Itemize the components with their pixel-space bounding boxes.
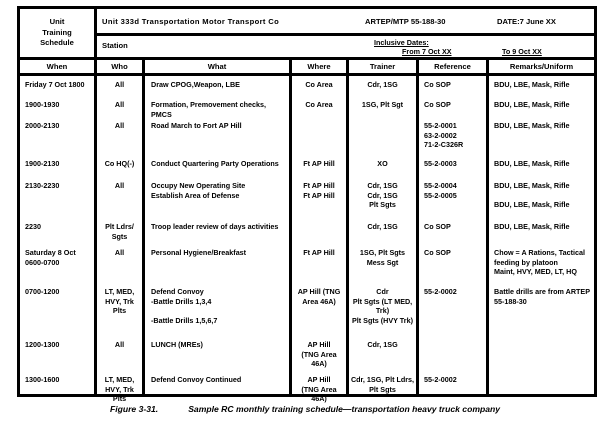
cell-line: Cdr, 1SG [367, 190, 398, 200]
cell-reference [424, 222, 484, 232]
cell-line: BDU, LBE, Mask, Rifle [494, 80, 570, 89]
cell-remarks [494, 181, 592, 210]
cell-line: All [114, 100, 125, 109]
cell-line: Cdr, 1SG [367, 80, 398, 89]
cell-where [292, 181, 346, 200]
cell-line: AP Hill [307, 375, 331, 384]
cell-line: 55-2-0005 [424, 190, 457, 200]
cell-line: Cdr, 1SG [367, 340, 398, 349]
cell-who [97, 100, 142, 110]
column-what [145, 76, 292, 397]
cell-line: Ft AP Hill [303, 159, 335, 168]
cell-line: Maint, HVY, MED, LT, HQ [494, 267, 577, 277]
cell-line: Cdr, 1SG [367, 222, 398, 231]
cell-trainer [349, 100, 416, 110]
cell-what [151, 121, 287, 131]
cell-when [25, 248, 92, 267]
cell-when [25, 121, 92, 131]
cell-line: All [114, 121, 125, 130]
column-trainer [349, 76, 419, 397]
cell-who [97, 287, 142, 316]
cell-line: LUNCH (MREs) [151, 340, 203, 349]
column-header-where: Where [292, 60, 349, 73]
cell-when [25, 100, 92, 110]
cell-line: BDU, LBE, Mask, Rifle [494, 222, 570, 231]
column-header-when: When [20, 60, 97, 73]
cell-remarks [494, 121, 592, 131]
cell-line: Co SOP [424, 222, 451, 231]
cell-what [151, 248, 287, 258]
cell-line: 1900-2130 [25, 159, 60, 168]
cell-where [292, 100, 346, 110]
column-remarks [489, 76, 594, 397]
cell-where [292, 80, 346, 90]
cell-when [25, 375, 92, 385]
cell-line: Formation, Premovement checks, PMCS [151, 100, 267, 119]
cell-line: 55-2-0001 [424, 121, 457, 130]
cell-line: BDU, LBE, Mask, Rifle [494, 200, 570, 210]
cell-trainer [349, 287, 416, 325]
column-header-what: What [145, 60, 292, 73]
cell-line: Ft AP Hill [303, 248, 335, 257]
cell-line: -Battle Drills 1,3,4 [151, 296, 212, 306]
cell-line: Chow = A Rations, Tactical [494, 248, 585, 257]
cell-line: Ft AP Hill [303, 181, 335, 190]
cell-line: Co Area [305, 100, 333, 109]
cell-trainer [349, 222, 416, 232]
form-header-fields [97, 9, 594, 57]
column-header-trainer: Trainer [349, 60, 419, 73]
form-title-line-2: Training [42, 27, 72, 37]
cell-line: Defend Convoy Continued [151, 375, 242, 384]
cell-line: 1300-1600 [25, 375, 60, 384]
cell-line: Saturday 8 Oct [25, 248, 76, 257]
table-column-headers [20, 60, 594, 76]
cell-line: BDU, LBE, Mask, Rifle [494, 100, 570, 109]
form-title-line-1: Unit [49, 16, 65, 26]
cell-line: All [114, 340, 125, 349]
cell-line: Personal Hygiene/Breakfast [151, 248, 247, 257]
cell-line: AP Hill (TNG [297, 287, 341, 296]
cell-line: Ft AP Hill [303, 190, 335, 200]
cell-trainer [349, 181, 416, 210]
cell-where [292, 375, 346, 404]
cell-line: Troop leader review of days activities [151, 222, 279, 231]
cell-line: 1900-1930 [25, 100, 60, 109]
cell-what [151, 80, 287, 90]
table-body [20, 76, 594, 404]
training-schedule-form [17, 6, 597, 404]
cell-line: 46A) [311, 359, 327, 369]
cell-line: Mess Sgt [366, 257, 399, 267]
cell-trainer [349, 80, 416, 90]
cell-line: Trk) [375, 306, 390, 316]
column-header-reference: Reference [419, 60, 489, 73]
cell-line: Co SOP [424, 100, 451, 109]
cell-line: All [114, 80, 125, 89]
form-title-block [20, 9, 97, 57]
cell-when [25, 159, 92, 169]
cell-line: BDU, LBE, Mask, Rifle [494, 181, 570, 190]
cell-line: 2130-2230 [25, 181, 60, 190]
cell-line: 2000-2130 [25, 121, 60, 130]
column-where [292, 76, 349, 404]
cell-reference [424, 248, 484, 258]
cell-line: Road March to Fort AP Hill [151, 121, 242, 130]
cell-what [151, 222, 287, 232]
cell-what [151, 375, 287, 385]
cell-who [97, 80, 142, 90]
cell-line: XO [377, 159, 388, 168]
cell-line: 55-2-0004 [424, 181, 457, 190]
cell-line: 55-2-0002 [424, 287, 457, 296]
cell-trainer [349, 340, 416, 350]
cell-line: 2230 [25, 222, 41, 231]
cell-line: Co Area [305, 80, 333, 89]
cell-line: Co SOP [424, 80, 451, 89]
cell-line: Plt Ldrs/ [105, 222, 134, 231]
cell-line: (TNG Area [301, 349, 337, 359]
cell-line: Occupy New Operating Site [151, 181, 246, 190]
cell-line: 63-2-0002 [424, 130, 457, 140]
cell-line: 0600-0700 [25, 257, 60, 267]
cell-who [97, 222, 142, 241]
cell-line: Battle drills are from ARTEP [494, 287, 590, 296]
cell-line: Establish Area of Defense [151, 190, 240, 200]
column-header-remarks: Remarks/Uniform [509, 62, 574, 71]
inclusive-date-to: To 9 Oct XX [502, 47, 542, 56]
cell-line: feeding by platoon [494, 257, 558, 267]
cell-line: Cdr, 1SG, Plt Ldrs, [350, 375, 415, 384]
cell-line: Defend Convoy [151, 287, 204, 296]
cell-line: (TNG Area [301, 384, 337, 394]
figure-caption [0, 404, 610, 414]
cell-line: Cdr, 1SG [367, 181, 398, 190]
column-reference [419, 76, 489, 397]
cell-line: -Battle Drills 1,5,6,7 [151, 315, 218, 325]
column-header-who: Who [97, 60, 145, 73]
cell-remarks [494, 287, 592, 306]
cell-reference [424, 100, 484, 110]
cell-remarks [494, 100, 592, 110]
artep-mtp-field: ARTEP/MTP 55-188-30 [365, 17, 446, 26]
figure-caption-text: Sample RC monthly training schedule—transportation heavy truck company [188, 404, 501, 414]
cell-trainer [349, 159, 416, 169]
cell-who [97, 121, 142, 131]
cell-line: All [114, 248, 125, 257]
cell-line: 55-2-0003 [424, 159, 457, 168]
cell-line: Conduct Quartering Party Operations [151, 159, 279, 168]
cell-line: Plt Sgts [369, 384, 396, 394]
cell-reference [424, 375, 484, 385]
cell-who [97, 375, 142, 404]
cell-when [25, 222, 92, 232]
cell-line: 46A) [311, 394, 327, 404]
cell-line: Cdr [376, 287, 389, 296]
cell-what [151, 159, 287, 169]
cell-what [151, 340, 287, 350]
cell-line: Plt Sgts [369, 200, 396, 210]
cell-who [97, 181, 142, 191]
cell-reference [424, 181, 484, 200]
cell-reference [424, 287, 484, 297]
cell-line: AP Hill [307, 340, 331, 349]
cell-who [97, 340, 142, 350]
cell-trainer [349, 248, 416, 267]
cell-line: Area 46A) [302, 296, 336, 306]
cell-reference [424, 159, 484, 169]
cell-line: Draw CPOG,Weapon, LBE [151, 80, 240, 89]
cell-remarks [494, 80, 592, 90]
cell-line: 0700-1200 [25, 287, 60, 296]
cell-line: Plt Sgts (HVY Trk) [352, 315, 413, 325]
column-when [20, 76, 97, 397]
cell-line: All [114, 181, 125, 190]
form-header-row-unit [97, 9, 594, 36]
cell-line: Plts [112, 394, 127, 404]
cell-where [292, 340, 346, 369]
cell-line: 55-188-30 [494, 296, 527, 306]
cell-remarks [494, 248, 592, 277]
cell-line [494, 191, 592, 201]
cell-where [292, 159, 346, 169]
cell-line: LT, MED, [104, 375, 135, 384]
cell-trainer [349, 375, 416, 394]
cell-line: Plt Sgts (LT MED, [352, 296, 413, 306]
date-field: DATE:7 June XX [497, 17, 556, 26]
cell-remarks [494, 159, 592, 169]
cell-when [25, 287, 92, 297]
cell-line: Plts [112, 306, 127, 316]
cell-who [97, 248, 142, 258]
inclusive-dates-label-text: Inclusive Dates: [374, 38, 429, 47]
inclusive-date-from: From 7 Oct XX [402, 47, 452, 56]
cell-line: BDU, LBE, Mask, Rifle [494, 159, 570, 168]
cell-line: Co HQ(-) [104, 159, 135, 168]
cell-line: LT, MED, [104, 287, 135, 296]
cell-line: 55-2-0002 [424, 375, 457, 384]
cell-what [151, 181, 287, 200]
cell-line: Sgts [111, 231, 128, 241]
inclusive-dates-label [374, 38, 429, 47]
cell-line: Co SOP [424, 248, 451, 257]
cell-line: 1200-1300 [25, 340, 60, 349]
cell-line [151, 306, 287, 316]
unit-field: Unit 333d Transportation Motor Transport Co [102, 17, 280, 26]
cell-line: BDU, LBE, Mask, Rifle [494, 121, 570, 130]
cell-line: Friday 7 Oct 1800 [25, 80, 85, 89]
cell-what [151, 287, 287, 325]
form-header [20, 9, 594, 60]
cell-line: 1SG, Plt Sgt [361, 100, 404, 109]
cell-what [151, 100, 287, 119]
cell-remarks [494, 222, 592, 232]
cell-reference [424, 80, 484, 90]
cell-line: 1SG, Plt Sgts [359, 248, 406, 257]
cell-when [25, 181, 92, 191]
form-header-row-station [97, 36, 594, 57]
cell-line: HVY, Trk [105, 384, 134, 394]
form-title-line-3: Schedule [40, 38, 74, 48]
cell-when [25, 340, 92, 350]
cell-when [25, 80, 92, 90]
cell-who [97, 159, 142, 169]
cell-where [292, 248, 346, 258]
cell-reference [424, 121, 484, 150]
station-field: Station [102, 41, 128, 50]
cell-line: 71-2-C326R [424, 140, 464, 150]
cell-where [292, 287, 346, 306]
cell-line: HVY, Trk [105, 296, 134, 306]
column-who [97, 76, 145, 404]
figure-number: Figure 3-31. [109, 404, 159, 414]
